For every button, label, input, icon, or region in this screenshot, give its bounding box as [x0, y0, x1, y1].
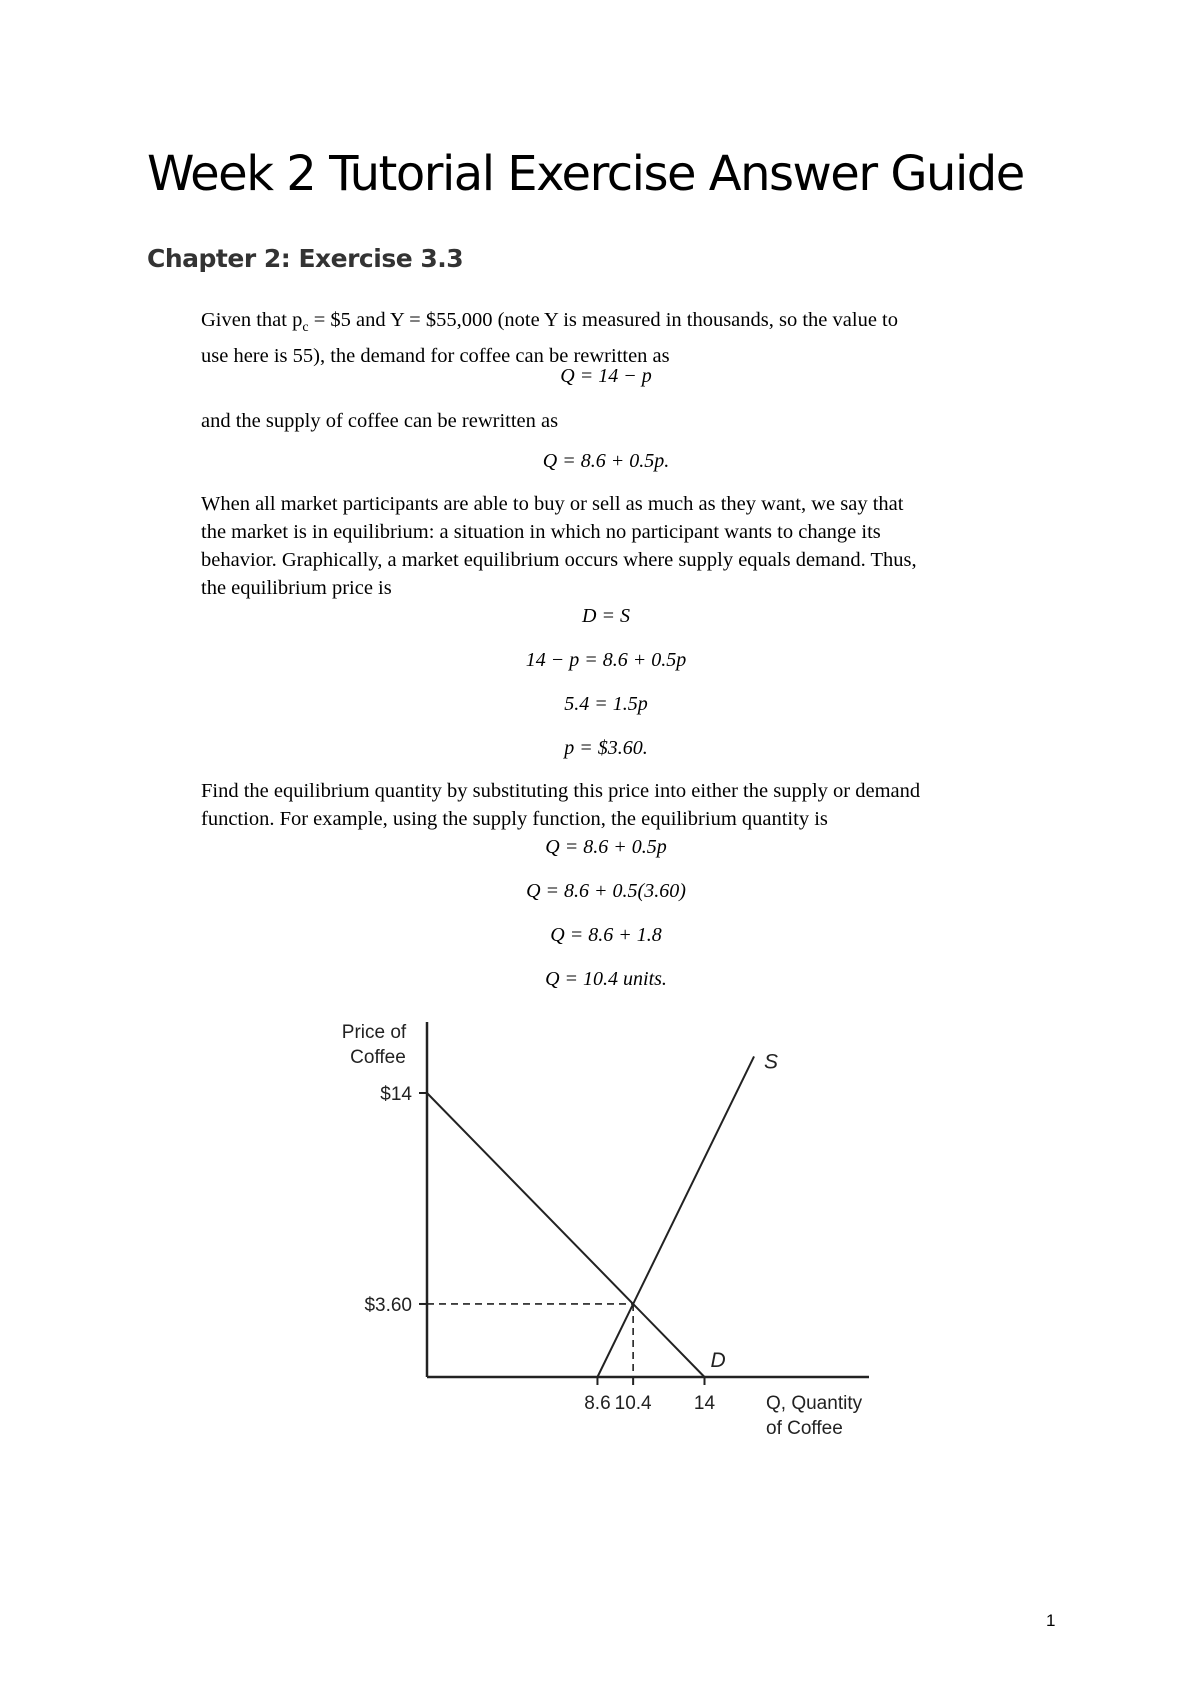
- y-axis-label-line-2: Coffee: [350, 1047, 406, 1068]
- demand-label: D: [710, 1349, 726, 1372]
- supply-curve: [597, 1056, 754, 1377]
- given-line-1-start: Given that p: [201, 309, 303, 331]
- given-line-1-rest: = $5 and Y = $55,000 (note Y is measured in thousands, so the value to: [308, 309, 898, 331]
- y-tick-label-0: $14: [380, 1084, 412, 1105]
- x-axis-label-line-2: of Coffee: [766, 1418, 843, 1439]
- equilibrium-line-1: When all market participants are able to buy or sell as much as they want, we say that: [201, 493, 904, 515]
- demand-curve: [427, 1093, 704, 1377]
- equation-quantity-1: Q = 8.6 + 0.5p: [545, 836, 667, 858]
- equation-solve-2: 5.4 = 1.5p: [564, 693, 648, 715]
- equation-solve-1: 14 − p = 8.6 + 0.5p: [525, 649, 687, 671]
- paragraph-supply-intro: and the supply of coffee can be rewritten as: [201, 410, 559, 432]
- equilibrium-line-4: the equilibrium price is: [201, 577, 392, 599]
- equation-demand: Q = 14 − p: [560, 365, 652, 387]
- equation-quantity-4: Q = 10.4 units.: [545, 968, 667, 990]
- equation-quantity-2: Q = 8.6 + 0.5(3.60): [526, 880, 686, 902]
- equation-supply: Q = 8.6 + 0.5p.: [542, 450, 670, 472]
- supply-label: S: [764, 1050, 779, 1074]
- quantity-line-2: function. For example, using the supply function, the equilibrium quantity is: [201, 808, 828, 830]
- given-subscript: c: [302, 320, 309, 336]
- y-tick-label-1: $3.60: [364, 1294, 412, 1316]
- equilibrium-line-2: the market is in equilibrium: a situation in which no participant wants to change its: [201, 521, 881, 543]
- x-axis-label-line-1: Q, Quantity: [766, 1393, 863, 1414]
- section-subtitle: Chapter 2: Exercise 3.3: [147, 244, 464, 273]
- given-line-2: use here is 55), the demand for coffee can be rewritten as: [201, 345, 670, 368]
- x-tick-label-1: 10.4: [614, 1393, 652, 1414]
- equation-price: p = $3.60.: [564, 737, 648, 759]
- equation-d-equals-s: D = S: [582, 605, 630, 627]
- equation-quantity-3: Q = 8.6 + 1.8: [550, 924, 662, 946]
- x-tick-label-2: 14: [693, 1393, 716, 1414]
- equilibrium-line-3: behavior. Graphically, a market equilibrium occurs where supply equals demand. Thus,: [201, 549, 917, 571]
- quantity-line-1: Find the equilibrium quantity by substituting this price into either the supply or demand: [201, 780, 921, 802]
- page-number: 1: [1046, 1611, 1056, 1630]
- page-title: Week 2 Tutorial Exercise Answer Guide: [147, 146, 1024, 202]
- x-tick-label-0: 8.6: [584, 1393, 611, 1414]
- y-axis-label-line-1: Price of: [341, 1022, 407, 1043]
